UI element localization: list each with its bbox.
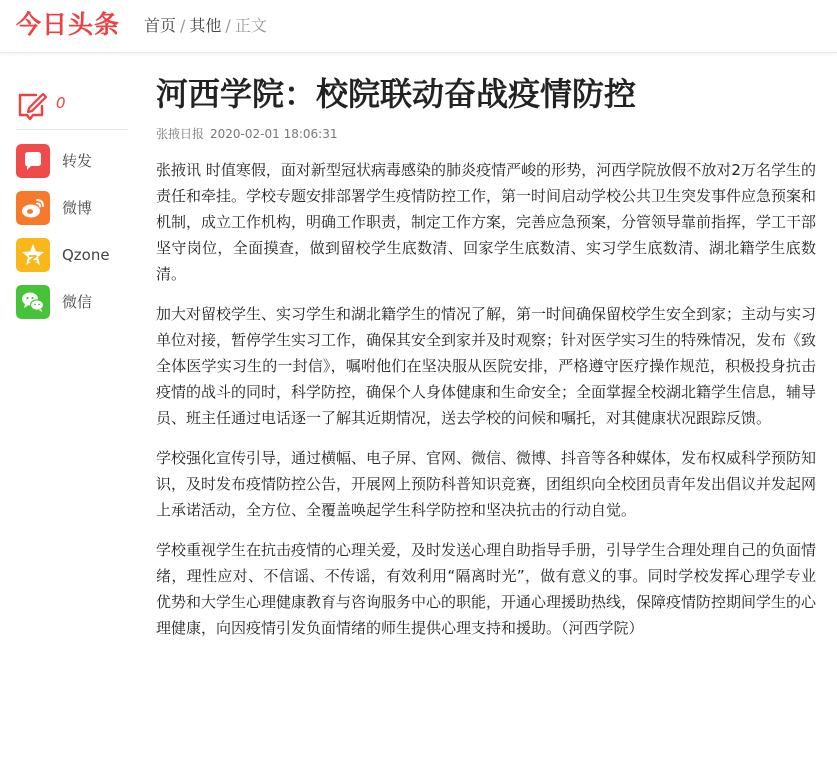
share-weibo-button[interactable]	[16, 191, 128, 225]
comment-count: 0	[56, 94, 66, 112]
share-qzone-label: Qzone	[62, 246, 110, 264]
breadcrumb-separator: /	[225, 16, 231, 35]
toutiao-logo[interactable]: 今日头条	[16, 10, 121, 39]
share-repost-label: 转发	[62, 152, 93, 170]
article-title: 河西学院：校院联动奋战疫情防控	[156, 75, 637, 113]
share-wechat-button[interactable]	[16, 285, 128, 319]
wechat-icon	[16, 285, 50, 319]
repost-icon	[16, 144, 50, 178]
comment-button[interactable]	[16, 85, 128, 130]
article-paragraph: 学校强化宣传引导，通过横幅、电子屏、官网、微信、微博、抖音等各种媒体，发布权威科学预防知识，及时发布疫情防控公告，开展网上预防科普知识竞赛，团组织向全校团员青年发出倡议并发起网上承诺活动，全方位、全覆盖唤起学生科学防控和坚决抗击的行动自觉。	[156, 449, 817, 519]
share-sidebar	[16, 85, 128, 319]
article-source[interactable]: 张掖日报	[156, 127, 205, 141]
qzone-icon	[16, 238, 50, 272]
share-weibo-label: 微博	[62, 199, 93, 217]
article-paragraph: 加大对留校学生、实习学生和湖北籍学生的情况了解，第一时间确保留校学生安全到家；主动与实习单位对接，暂停学生实习工作，确保其安全到家并及时观察；针对医学实习生的特殊情况，发布《致全体医学实习生的一封信》，嘱咐他们在坚决服从医院安排，严格遵守医疗操作规范，积极投身抗击疫情的战斗的同时，科学防控，确保个人身体健康和生命安全；全面掌握全校湖北籍学生信息，辅导员、班主任通过电话逐一了解其近期情况，送去学校的问候和嘱托，对其健康状况跟踪反馈。	[156, 305, 817, 427]
top-navigation-bar	[0, 0, 837, 53]
weibo-icon	[16, 191, 50, 225]
breadcrumb	[144, 14, 267, 38]
breadcrumb-separator: /	[180, 16, 186, 35]
comment-edit-icon	[16, 89, 48, 121]
article-body	[156, 157, 816, 641]
article	[156, 70, 816, 655]
share-qzone-button[interactable]	[16, 238, 128, 272]
article-paragraph: 学校重视学生在抗击疫情的心理关爱，及时发送心理自助指导手册，引导学生合理处理自己的负面情绪，理性应对、不信谣、不传谣，有效利用“隔离时光”，做有意义的事。同时学校发挥心理学专业优势和大学生心理健康教育与咨询服务中心的职能，开通心理援助热线，保障疫情防控期间学生的心理健康，向因疫情引发负面情绪的师生提供心理支持和援助。（河西学院）	[156, 541, 817, 637]
article-meta	[156, 125, 816, 143]
article-paragraph: 张掖讯 时值寒假，面对新型冠状病毒感染的肺炎疫情严峻的形势，河西学院放假不放对2万名学生的责任和牵挂。学校专题安排部署学生疫情防控工作，第一时间启动学校公共卫生突发事件应急预案和机制，成立工作机构，明确工作职责，制定工作方案，完善应急预案，分管领导靠前指挥，学工干部坚守岗位，全面摸查，做到留校学生底数清、回家学生底数清、实习学生底数清、湖北籍学生底数清。	[156, 161, 817, 283]
article-publish-time: 2020-02-01 18:06:31	[210, 127, 338, 141]
breadcrumb-current: 正文	[234, 16, 267, 35]
share-wechat-label: 微信	[62, 293, 93, 311]
breadcrumb-category-link[interactable]: 其他	[189, 16, 222, 35]
breadcrumb-home-link[interactable]: 首页	[144, 16, 177, 35]
share-repost-button[interactable]	[16, 144, 128, 178]
